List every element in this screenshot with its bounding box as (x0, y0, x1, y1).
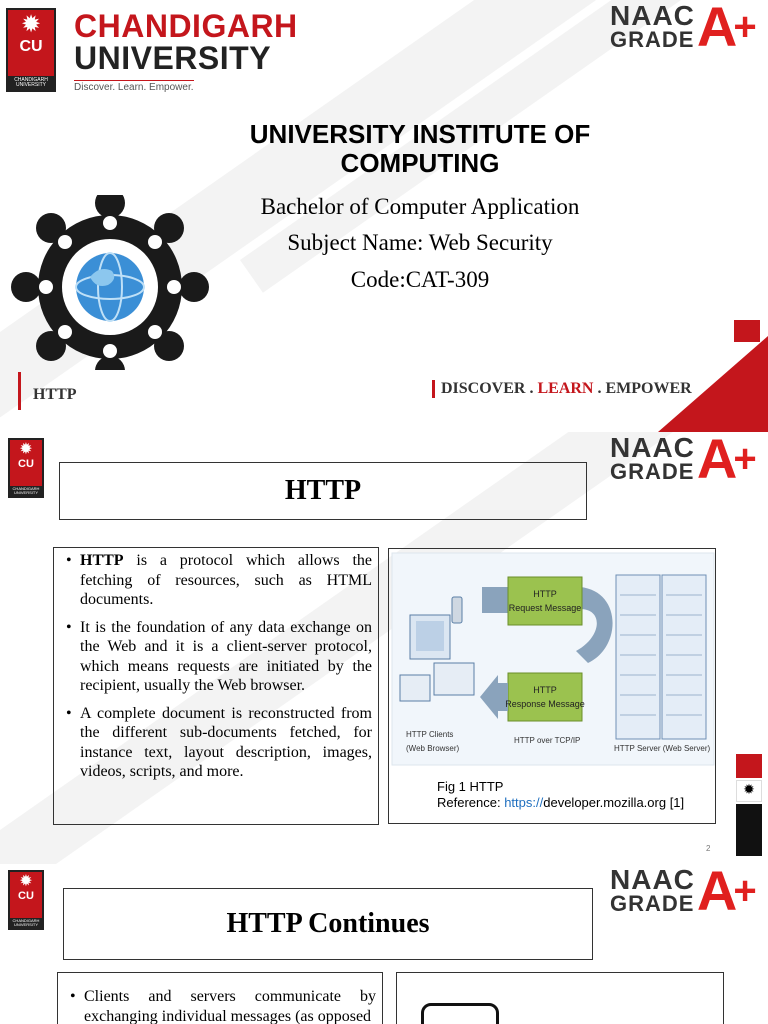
reference-link[interactable]: https:// (504, 795, 544, 811)
naac-grade: A (696, 0, 738, 58)
bullet-text: is a protocol which allows the fetching of resources, such as HTML documents. (80, 552, 372, 609)
naac-line2: GRADE (610, 27, 695, 53)
bullet-list (72, 987, 376, 1024)
caption-title: Fig 1 HTTP (437, 779, 504, 794)
bullet-list (68, 551, 372, 782)
naac-line1: NAAC (610, 0, 695, 32)
naac-line2: GRADE (610, 891, 695, 917)
http-diagram (390, 551, 716, 767)
title-slide (0, 0, 768, 432)
naac-plus: + (733, 869, 757, 914)
bullet-item: • It is the foundation of any data exchange on the Web and it is a client-server protocol, which means requests are initiated by the recipient, usually the Web browser. (68, 618, 372, 696)
naac-plus: + (733, 5, 757, 50)
cu-badge-footer (8, 76, 54, 91)
figure-box (388, 548, 716, 824)
subject-name: Subject Name: Web Security (287, 230, 553, 255)
naac-logo (610, 864, 757, 922)
request-label-line1: HTTP (533, 589, 557, 599)
http-continues-slide (0, 864, 768, 1024)
cu-badge-footer-line1: CHANDIGARH (12, 485, 40, 491)
naac-grade: A (696, 864, 738, 922)
reference-source: developer.mozilla.org [1] (543, 795, 685, 811)
content-text-box (53, 547, 379, 825)
gear-globe-icon (5, 195, 215, 370)
transport-label: HTTP over TCP/IP (514, 736, 581, 745)
request-label-line2: Request Message (508, 603, 582, 613)
clients-label-line2: (Web Browser) (406, 744, 460, 753)
bullet-item: • Clients and servers communicate by exchanging individual messages (as opposed (72, 987, 376, 1024)
diagram-shape (421, 1003, 499, 1024)
university-name (74, 10, 298, 74)
cu-badge-letters: CU (18, 890, 34, 902)
naac-logo (610, 0, 757, 58)
clients-label-line1: HTTP Clients (406, 730, 454, 739)
bullet-item (68, 551, 372, 610)
bullet-item: • A complete document is reconstructed from the different sub-documents fetched, for instance text, layout description, images, videos, scripts, and more. (68, 704, 372, 782)
cu-badge-footer-line2: UNIVERSITY (13, 489, 38, 495)
university-name-line2: UNIVERSITY (74, 40, 272, 76)
motto-empower: . EMPOWER (593, 380, 692, 397)
naac-line1: NAAC (610, 432, 695, 464)
cu-badge-footer-line1: CHANDIGARH (12, 917, 40, 923)
cu-badge-letters: CU (19, 38, 43, 55)
page-number: 2 (706, 844, 711, 853)
naac-plus: + (733, 437, 757, 482)
university-name-line1: CHANDIGARH (74, 8, 298, 44)
cu-badge-footer-line2: UNIVERSITY (13, 921, 38, 927)
gear-icon: ✹ (19, 441, 33, 458)
institute-title: UNIVERSITY INSTITUTE OF COMPUTING (249, 119, 591, 178)
bullet-bold-term: HTTP (80, 552, 124, 569)
gear-icon: ✹ (19, 873, 33, 890)
naac-logo (610, 432, 757, 490)
footer-topic: HTTP (18, 372, 77, 410)
caption-reference (437, 795, 684, 811)
content-text-box (57, 972, 383, 1024)
motto-discover: DISCOVER . (441, 380, 538, 397)
naac-grade: A (696, 432, 738, 490)
naac-line2: GRADE (610, 459, 695, 485)
course-code: Code:CAT-309 (350, 267, 490, 292)
cu-badge-footer-line2: UNIVERSITY (15, 81, 46, 88)
cu-badge-letters: CU (18, 458, 34, 470)
university-tagline: Discover. Learn. Empower. (74, 82, 194, 93)
server-label: HTTP Server (Web Server) (614, 744, 711, 753)
response-label-line1: HTTP (533, 685, 557, 695)
figure-caption (437, 779, 684, 812)
cu-logo (6, 8, 56, 92)
decorative-black-block (736, 804, 762, 856)
decorative-red-block (736, 754, 762, 778)
slide-title: HTTP (59, 462, 587, 520)
cu-logo (8, 438, 44, 498)
figure-box (396, 972, 724, 1024)
motto-learn: LEARN (537, 380, 594, 397)
http-slide (0, 432, 768, 864)
cu-badge-footer (10, 918, 42, 928)
cu-logo (8, 870, 44, 930)
gear-icon: ✹ (20, 12, 42, 38)
cu-badge-footer (10, 486, 42, 496)
footer-motto (432, 380, 692, 398)
reference-label: Reference: (437, 795, 505, 811)
program-name: Bachelor of Computer Application (260, 194, 580, 219)
naac-line1: NAAC (610, 864, 695, 896)
cu-badge-footer-line1: CHANDIGARH (14, 76, 48, 83)
gear-icon: ✹ (736, 780, 762, 802)
response-label-line2: Response Message (505, 699, 585, 709)
slide-title: HTTP Continues (63, 888, 593, 960)
